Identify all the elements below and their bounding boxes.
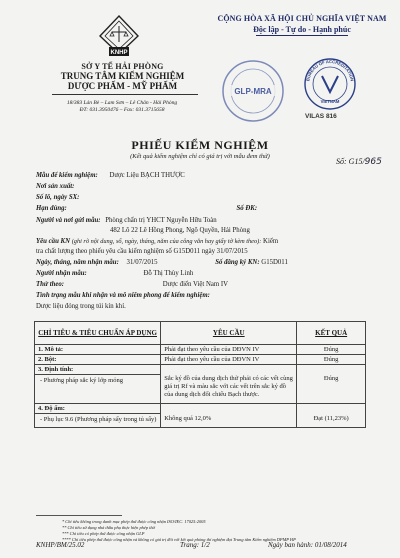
org-address	[22, 100, 222, 114]
result-cell: Đúng	[297, 365, 366, 404]
request-row	[36, 238, 278, 245]
footnotes	[62, 519, 362, 543]
origin-row	[36, 183, 74, 190]
nation-title: CỘNG HÒA XÃ HỘI CHỦ NGHĨA VIỆT NAM	[217, 14, 387, 23]
cert-no-value: 965	[364, 157, 382, 167]
table-row	[35, 403, 366, 427]
sender-value-2: 482 Lô 22 Lê Hồng Phong, Ngô Quyền, Hải Phòng	[110, 227, 250, 234]
footnote: **** Chỉ tiêu phép thử được công nhận và không có giá trị đối với kết quả phòng thí nghiệm đạt Trung tâm Kiểm nghiệm DPMP HP	[62, 537, 296, 542]
page-number: Trang: 1/2	[180, 541, 210, 549]
criterion-method: - Phụ lục 9.6 (Phương pháp sấy trong tủ sấy)	[40, 415, 157, 423]
sample-row	[36, 172, 185, 179]
criterion-cell: 1. Mô tả:	[35, 345, 161, 355]
motto: Độc lập - Tự do - Hạnh phúc	[253, 25, 351, 34]
svg-text:BUREAU OF ACCREDITATION	[305, 59, 355, 82]
lot-label: Số lô, ngày SX:	[36, 194, 80, 201]
sender-row	[36, 217, 217, 224]
receiver-row	[36, 270, 193, 277]
table-header-row	[35, 322, 366, 345]
requirement-cell: Không quá 12,0%	[161, 403, 297, 427]
criterion-section: 3. Định tính:	[35, 365, 160, 375]
requirement-cell: Phải đạt theo yêu cầu của DĐVN IV	[161, 345, 297, 355]
org-header	[40, 62, 205, 91]
receiver-label: Người nhận mẫu:	[36, 270, 87, 277]
request-row-2	[36, 248, 248, 255]
sender-row-2	[110, 227, 250, 234]
address-line: 18/383 Lán Bè – Lam Sơn – Lê Chân - Hải Phòng	[66, 100, 178, 106]
sender-value-1: Phòng chẩn trị YHCT Nguyễn Hữu Toàn	[105, 217, 217, 224]
phone-fax-line: ĐT: 031.3950476 – Fax: 031.3715658	[79, 107, 165, 113]
reg-no-label: Số đăng ký KN:	[215, 259, 260, 266]
issue-date: Ngày ban hành: 01/08/2014	[268, 541, 347, 549]
criterion-method: - Phương pháp sắc ký lớp mỏng	[40, 377, 123, 384]
criterion-cell	[35, 403, 161, 427]
receiver-value: Đỗ Thị Thùy Linh	[143, 270, 194, 277]
request-note: (ghi rõ nội dung, số, ngày, tháng, năm của công văn hay giấy tờ kèm theo):	[71, 238, 262, 245]
table-row	[35, 355, 366, 365]
lot-row	[36, 194, 79, 201]
header-result: KẾT QUẢ	[297, 322, 366, 345]
header-divider	[52, 94, 198, 95]
table-row	[35, 365, 366, 404]
received-label: Ngày, tháng, năm nhận mẫu:	[36, 259, 119, 266]
reg-label: Số ĐK:	[236, 205, 258, 212]
header-criterion: CHỈ TIÊU & TIÊU CHUẨN ÁP DỤNG	[35, 322, 161, 345]
header-requirement: YÊU CẦU	[161, 322, 297, 345]
request-label: Yêu cầu KN	[36, 238, 70, 245]
requirement-cell: Phải đạt theo yêu cầu của DĐVN IV	[161, 355, 297, 365]
document-subtitle: (Kết quả kiểm nghiệm chỉ có giá trị với mẫu đem thử)	[130, 153, 270, 160]
results-table	[34, 321, 366, 428]
standard-row	[36, 281, 228, 288]
footnote-divider	[36, 515, 122, 516]
footnote: ** Chỉ tiêu sử dụng nhà thầu phụ thực hiện phép thử	[62, 525, 155, 530]
vilas-label: VILAS 816	[305, 113, 337, 120]
footnote: * Chỉ tiêu không trong danh mục phép thử được công nhận ISO/IEC. 17025:2005	[62, 519, 206, 524]
form-code: KNHP/BM/25.02	[36, 541, 85, 549]
condition-value: Dược liệu đóng trong túi kín khí.	[36, 303, 126, 310]
request-value-2: tra chất lượng theo phiếu yêu cầu kiểm nghiệm số G15D011 ngày 31/07/2015	[36, 248, 248, 255]
result-cell: Đúng	[297, 355, 366, 365]
standard-value: Dược điển Việt Nam IV	[162, 281, 229, 288]
nation-header	[204, 14, 400, 36]
org-logo-icon	[98, 14, 140, 58]
sample-value: Dược Liệu BẠCH THƯỢC	[109, 172, 185, 179]
org-name: TRUNG TÂM KIỂM NGHIỆM	[60, 71, 185, 81]
sample-label: Mẫu để kiểm nghiệm:	[36, 172, 98, 179]
requirement-cell: Sắc ký đồ của dung dịch thử phải có các vết cùng giá trị Rf và màu sắc với các vết trên sắc ký đồ của dung dịch đối chiếu Bạch thược.	[161, 365, 297, 404]
condition-row	[36, 292, 210, 299]
condition-value-row	[36, 303, 126, 310]
sender-label: Người và nơi gửi mẫu:	[36, 217, 101, 224]
motto-underline	[256, 35, 348, 36]
document-title: PHIẾU KIỂM NGHIỆM	[131, 138, 269, 152]
org-parent: SỞ Y TẾ HẢI PHÒNG	[81, 62, 164, 71]
request-value-1: Kiểm	[263, 238, 279, 245]
footnote: *** Chỉ tiêu có phép thử được công nhận GLP	[62, 531, 145, 536]
result-cell: Đạt (11,23%)	[297, 403, 366, 427]
expiry-label: Hạn dùng:	[36, 205, 67, 212]
standard-label: Thử theo:	[36, 281, 65, 288]
certificate-number	[336, 157, 382, 167]
origin-label: Nơi sản xuất:	[36, 183, 75, 190]
org-sub: DƯỢC PHẨM - MỸ PHẨM	[67, 81, 178, 91]
criterion-cell: 2. Bột:	[35, 355, 161, 365]
received-value: 31/07/2015	[126, 259, 158, 266]
glp-stamp-text: GLP-MRA	[234, 87, 272, 96]
criterion-cell	[35, 365, 161, 404]
vilas-country-text: VIETNAM	[320, 99, 340, 104]
logo-text: KNHP	[110, 50, 128, 56]
result-cell: Đúng	[297, 345, 366, 355]
cert-no-label: Số: G15/	[336, 157, 365, 166]
criterion-section: 4. Độ ẩm:	[35, 404, 160, 414]
table-row	[35, 345, 366, 355]
vilas-arc-text: BUREAU OF ACCREDITATION	[305, 58, 355, 82]
reg-no-value: G15D011	[261, 259, 288, 266]
received-row	[36, 259, 288, 266]
expiry-row	[36, 205, 257, 212]
condition-label: Tình trạng mẫu khi nhận và mô niêm phong để kiểm nghiệm:	[36, 292, 210, 299]
glp-stamp-icon	[218, 56, 288, 126]
